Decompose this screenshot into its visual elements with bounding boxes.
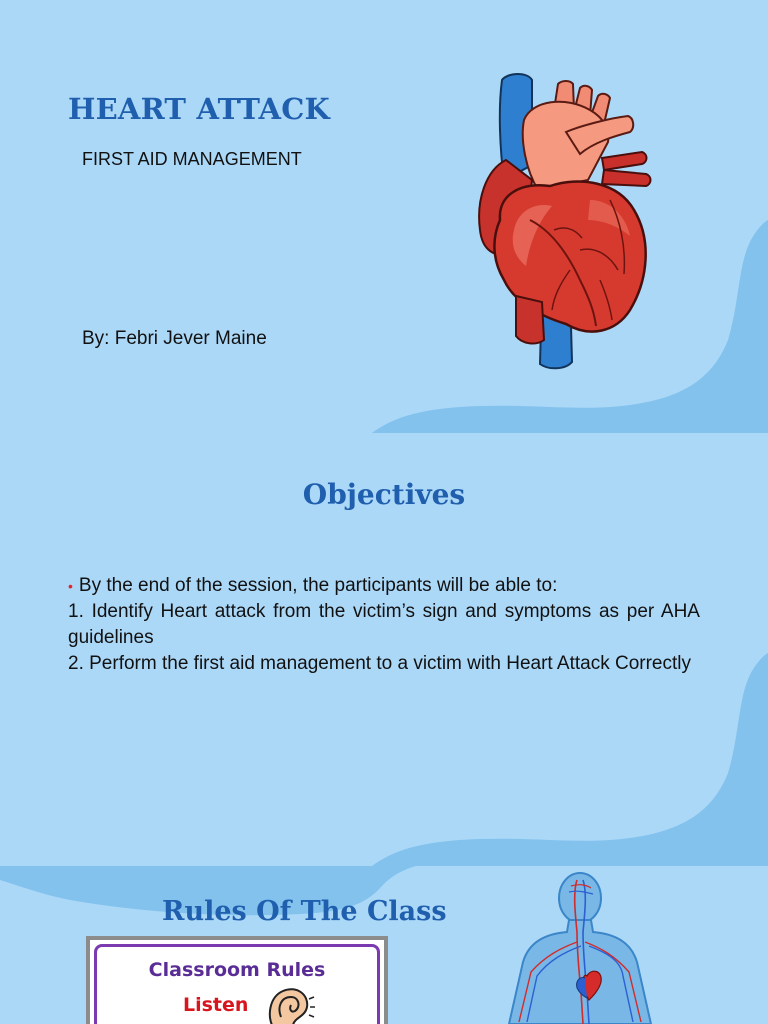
slide-title-heading: HEART ATTACK [68, 92, 330, 126]
slide-title [0, 0, 768, 433]
objectives-heading: Objectives [302, 478, 466, 511]
slide-rules [0, 866, 768, 1024]
author-credit: By: Febri Jever Maine [82, 328, 267, 349]
poster-rule-listen: Listen [183, 994, 249, 1016]
objectives-lead [68, 573, 700, 599]
objectives-lead-text: By the end of the session, the participants will be able to: [78, 575, 558, 596]
objective-item-2: 2. Perform the first aid management to a victim with Heart Attack Correctly [68, 653, 692, 674]
ear-icon [263, 987, 315, 1024]
bullet-icon: • [68, 578, 73, 594]
slide-subtitle: FIRST AID MANAGEMENT [82, 149, 302, 169]
slide-objectives [0, 433, 768, 866]
classroom-rules-poster [86, 936, 388, 1024]
poster-title: Classroom Rules [148, 959, 326, 981]
rules-heading: Rules Of The Class [162, 896, 447, 927]
objective-item-1: 1. Identify Heart attack from the victim’s sign and symptoms as per AHA guidelines [68, 601, 700, 648]
heart-illustration [470, 70, 660, 375]
circulatory-system-figure [505, 872, 655, 1024]
objectives-list [68, 573, 700, 677]
